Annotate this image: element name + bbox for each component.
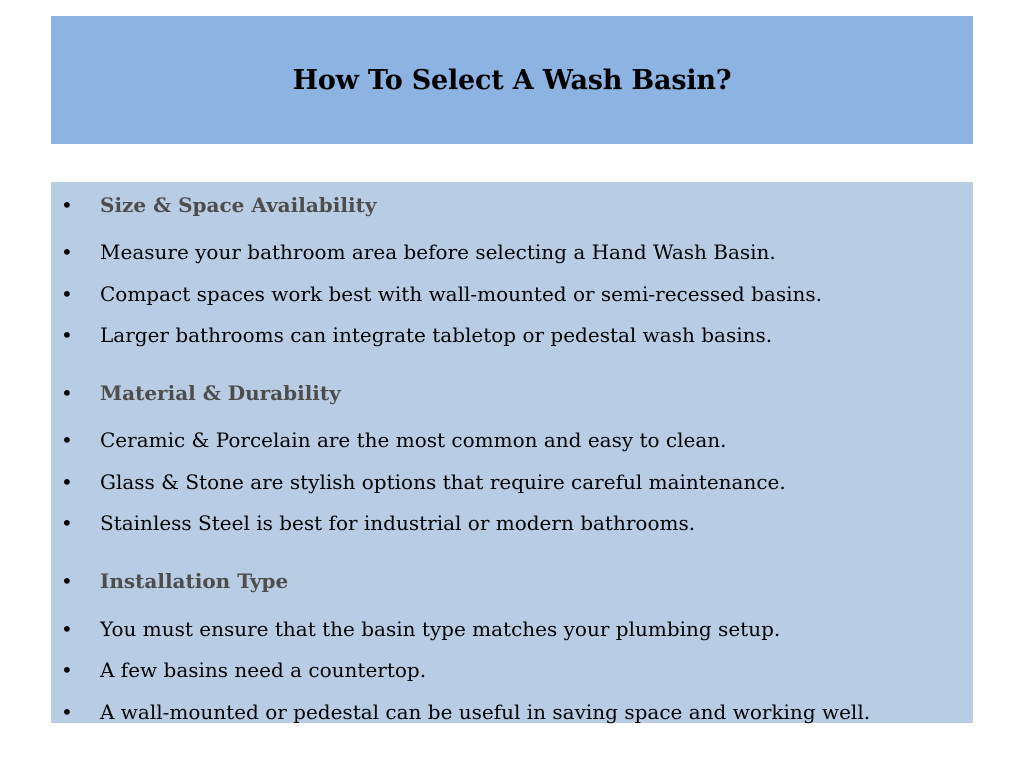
bullet-icon: • bbox=[61, 240, 73, 264]
list-item bbox=[51, 655, 973, 685]
bullet-icon: • bbox=[61, 282, 73, 306]
bullet-icon: • bbox=[61, 381, 73, 405]
bullet-icon: • bbox=[61, 700, 73, 724]
bullet-icon: • bbox=[61, 428, 73, 452]
bullet-icon: • bbox=[61, 617, 73, 641]
bullet-icon: • bbox=[61, 658, 73, 682]
bullet-heading-text: Installation Type bbox=[100, 569, 289, 593]
list-item-text: Stainless Steel is best for industrial or modern bathrooms. bbox=[100, 511, 696, 535]
list-item-text: Glass & Stone are stylish options that require careful maintenance. bbox=[100, 470, 786, 494]
list-item-text: Measure your bathroom area before selecting a Hand Wash Basin. bbox=[100, 240, 776, 264]
list-item bbox=[51, 508, 973, 538]
title-bar bbox=[51, 16, 973, 144]
bullet-icon: • bbox=[61, 193, 73, 217]
list-item bbox=[51, 614, 973, 644]
list-item-text: Ceramic & Porcelain are the most common and easy to clean. bbox=[100, 428, 727, 452]
bullet-heading bbox=[51, 566, 973, 596]
bullet-icon: • bbox=[61, 511, 73, 535]
bullet-icon: • bbox=[61, 569, 73, 593]
bullet-heading bbox=[51, 190, 973, 220]
list-item-text: A wall-mounted or pedestal can be useful in saving space and working well. bbox=[100, 700, 871, 724]
content-panel bbox=[51, 182, 973, 723]
bullet-icon: • bbox=[61, 323, 73, 347]
list-item bbox=[51, 425, 973, 455]
list-item bbox=[51, 320, 973, 350]
list-item bbox=[51, 279, 973, 309]
list-item-text: A few basins need a countertop. bbox=[100, 658, 427, 682]
bullet-heading bbox=[51, 378, 973, 408]
list-item bbox=[51, 237, 973, 267]
list-item bbox=[51, 467, 973, 497]
slide-title: How To Select A Wash Basin? bbox=[292, 64, 732, 96]
list-item-text: Larger bathrooms can integrate tabletop or pedestal wash basins. bbox=[100, 323, 773, 347]
list-item-text: Compact spaces work best with wall-mounted or semi-recessed basins. bbox=[100, 282, 822, 306]
list-item-text: You must ensure that the basin type matches your plumbing setup. bbox=[100, 617, 781, 641]
bullet-icon: • bbox=[61, 470, 73, 494]
bullet-heading-text: Material & Durability bbox=[100, 381, 341, 405]
bullet-heading-text: Size & Space Availability bbox=[100, 193, 377, 217]
list-item bbox=[51, 697, 973, 727]
